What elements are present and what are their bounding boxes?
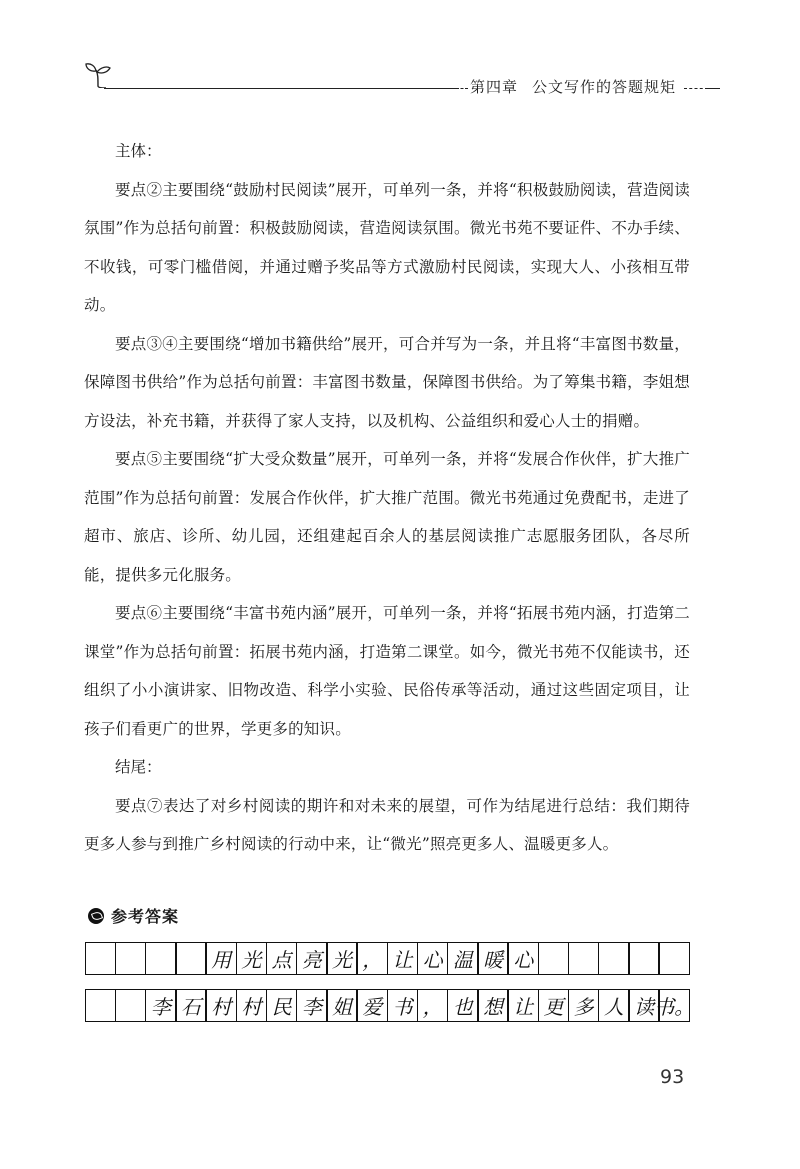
grid-cell [145,942,177,975]
grid-cell: 也 [447,989,479,1022]
chapter-label: 第四章 [470,78,519,96]
grid-cell: 多 [568,989,600,1022]
header-rule-left [104,88,456,89]
paragraph-point-3-4: 要点③④主要围绕“增加书籍供给”展开，可合并写为一条，并且将“丰富图书数量，保障图书供给”作为总括句前置：丰富图书数量，保障图书供给。为了筹集书籍，李姐想方设法，补充书籍，并获得了家人支持，以及机构、公益组织和爱心人士的捐赠。 [84,334,690,430]
section-label-main: 主体： [115,142,162,160]
grid-cell: 让 [507,989,539,1022]
grid-cell: 读 [628,989,660,1022]
grid-cell: 心 [417,942,449,975]
body-text [84,132,690,864]
grid-cell: 亮 [296,942,328,975]
section-label-ending: 结尾： [115,758,162,776]
answer-grid-row-2 [86,989,695,1022]
sprout-icon [84,62,112,88]
header-rule-right [708,88,720,89]
grid-cell: 想 [477,989,509,1022]
grid-cell [598,942,630,975]
grid-cell: 更 [538,989,570,1022]
grid-cell [175,942,207,975]
grid-cell: 石 [175,989,207,1022]
grid-cell: 爱 [356,989,388,1022]
grid-cell: 村 [205,989,237,1022]
paragraph-point-2: 要点②主要围绕“鼓励村民阅读”展开，可单列一条，并将“积极鼓励阅读，营造阅读氛围”作为总括句前置：积极鼓励阅读，营造阅读氛围。微光书苑不要证件、不办手续、不收钱，可零门槛借阅，并通过赠予奖品等方式激励村民阅读，实现大人、小孩相互带动。 [84,180,690,314]
grid-cell [628,942,660,975]
grid-cell: ， [417,989,449,1022]
answer-title: 参考答案 [111,907,180,926]
grid-cell: 书。 [658,989,690,1022]
grid-cell: 温 [447,942,479,975]
chapter-title: 公文写作的答题规矩 [532,78,677,96]
grid-cell [658,942,690,975]
grid-cell: 光 [326,942,358,975]
header-dash-left [456,88,468,89]
grid-cell: 心 [507,942,539,975]
paragraph-point-6: 要点⑥主要围绕“丰富书苑内涵”展开，可单列一条，并将“拓展书苑内涵，打造第二课堂”作为总括句前置：拓展书苑内涵，打造第二课堂。如今，微光书苑不仅能读书，还组织了小小演讲家、旧物改造、科学小实验、民俗传承等活动，通过这些固定项目，让孩子们看更广的世界，学更多的知识。 [84,604,690,738]
answer-heading [88,904,179,927]
grid-cell [85,942,117,975]
grid-cell: 点 [266,942,298,975]
grid-cell [538,942,570,975]
grid-cell [115,942,147,975]
grid-cell [568,942,600,975]
header-dash-right [684,88,708,89]
grid-cell: ， [356,942,388,975]
grid-cell: 让 [387,942,419,975]
grid-cell: 李 [145,989,177,1022]
grid-cell: 姐 [326,989,358,1022]
grid-cell: 人 [598,989,630,1022]
answer-grid-row-1 [86,942,690,975]
grid-cell [115,989,147,1022]
grid-cell: 村 [236,989,268,1022]
grid-cell: 书 [387,989,419,1022]
paragraph-point-7: 要点⑦表达了对乡村阅读的期许和对未来的展望，可作为结尾进行总结：我们期待更多人参与到推广乡村阅读的行动中来，让“微光”照亮更多人、温暖更多人。 [84,796,690,853]
grid-cell: 光 [236,942,268,975]
grid-cell: 李 [296,989,328,1022]
running-header [470,76,676,97]
leaf-badge-icon [88,908,104,924]
paragraph-point-5: 要点⑤主要围绕“扩大受众数量”展开，可单列一条，并将“发展合作伙伴，扩大推广范围”作为总括句前置：发展合作伙伴，扩大推广范围。微光书苑通过免费配书，走进了超市、旅店、诊所、幼儿园，还组建起百余人的基层阅读推广志愿服务团队，各尽所能，提供多元化服务。 [84,450,690,584]
grid-cell: 用 [205,942,237,975]
page-number: 93 [660,1066,685,1088]
grid-cell [85,989,117,1022]
grid-cell: 民 [266,989,298,1022]
grid-cell: 暖 [477,942,509,975]
